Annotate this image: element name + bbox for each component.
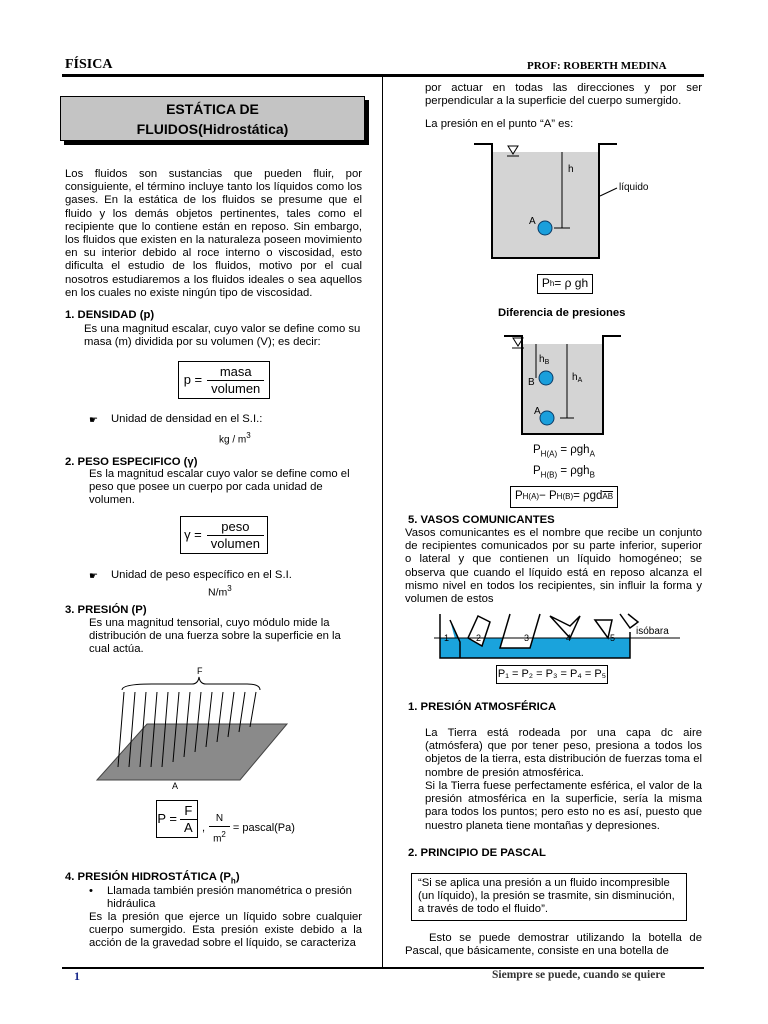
pascal-heading: 2. PRINCIPIO DE PASCAL bbox=[408, 847, 546, 859]
vessels-formula: P₁ = P₂ = P₃ = P₄ = P₅ bbox=[496, 665, 608, 684]
pascal-quote: “Si se aplica una presión a un fluido incompresible (un líquido), la presión se trasmite, sin disminución, a través de todo el fluido”. bbox=[411, 873, 687, 921]
intro-paragraph: Los fluidos son sustancias que pueden fluir, por consiguiente, el término incluye tanto los líquidos como los gases. En la estática de los fluidos se presume que el fluido y los demás objetos pertinentes, tales como el recipiente que lo contiene están en reposo. Sin embargo, los fluidos que existen en la naturaleza poseen movimiento en su interior debido al roce interno o viscosidad, esto dificulta el estudio de los fluidos, motivo por el cual nosotros estudiaremos a los fluidos ideales o sea aquellos en los cuales no existe ningún tipo de viscosidad. bbox=[65, 168, 362, 299]
density-text: Es una magnitud escalar, cuyo valor se define como su masa (m) dividida por su volumen (V); es decir: bbox=[84, 323, 361, 349]
isobar-label: isóbara bbox=[636, 626, 669, 637]
header-subject: FÍSICA bbox=[65, 57, 113, 72]
pressure-eq-a: $P_{H(A)} = \rho gh_A$ bbox=[533, 444, 595, 459]
density-unit-label: Unidad de densidad en el S.I.: bbox=[111, 413, 263, 425]
header-rule bbox=[62, 74, 704, 77]
liquid-pointer bbox=[600, 188, 617, 196]
vessel-4 bbox=[550, 616, 580, 638]
specific-weight-heading: 2. PESO ESPECIFICO (γ) bbox=[65, 456, 198, 468]
communicating-vessels-heading: 5. VASOS COMUNICANTES bbox=[408, 514, 555, 526]
pressure-heading: 3. PRESIÓN (P) bbox=[65, 604, 147, 616]
pressure-eq-b: $P_{H(B)} = \rho gh_B$ bbox=[533, 465, 595, 480]
pressure-fraction bbox=[180, 804, 197, 833]
pressure-formula bbox=[156, 800, 198, 838]
pressure-denominator: A bbox=[180, 819, 197, 834]
communicating-vessels-figure bbox=[430, 612, 690, 664]
force-label: F bbox=[197, 666, 203, 676]
svg-text:4: 4 bbox=[566, 633, 572, 643]
bullet-dot: • bbox=[89, 885, 93, 897]
ball-b bbox=[539, 371, 553, 385]
footer-motto: Siempre se puede, cuando se quiere bbox=[492, 969, 666, 981]
pressure-figure bbox=[92, 662, 292, 792]
title-box bbox=[60, 96, 365, 141]
ball-a bbox=[540, 411, 554, 425]
pressure-numerator: F bbox=[184, 803, 193, 819]
vessel-water bbox=[440, 638, 630, 658]
pointing-hand-icon: ☛ bbox=[89, 415, 98, 426]
pressure-difference-formula: P H(A) − P H(B) = ρgd $\overline{AB}$ bbox=[510, 486, 618, 508]
depth-hb: $h_B$ bbox=[539, 354, 550, 366]
pressure-units-sep: , bbox=[202, 822, 206, 835]
liquid-label: líquido bbox=[619, 182, 649, 193]
hydrostatic-bullet: Llamada también presión manométrica o presión hidráulica bbox=[107, 885, 352, 911]
specific-weight-formula bbox=[180, 516, 268, 554]
density-unit: kg / $m^3$ bbox=[219, 431, 251, 446]
surface-plane bbox=[97, 724, 287, 780]
hydrostatic-figure bbox=[474, 138, 654, 268]
svg-text:1: 1 bbox=[444, 633, 450, 643]
pressure-formula-lhs: P = bbox=[157, 811, 177, 827]
atmospheric-pressure-p1: La Tierra está rodeada por una capa dc aire (atmósfera) que por tener peso, presiona a todos los objetos de la tierra, esta distribución de fuerzas toma el nombre de presión atmosférica. bbox=[425, 727, 702, 779]
density-fraction bbox=[207, 365, 264, 394]
pressure-units-fraction bbox=[209, 812, 230, 846]
density-formula-lhs: p = bbox=[183, 372, 203, 388]
area-label: A bbox=[172, 781, 179, 791]
force-brace bbox=[122, 677, 260, 690]
atmospheric-pressure-p2: Si la Tierra fuese perfectamente esférica, el valor de la presión atmosférica en la superficie, sería la misma para todos los puntos; pero esto no es así, puesto que nuestro planeta tiene montañas y depresiones. bbox=[425, 780, 702, 832]
pressure-units-denominator: $m^2$ bbox=[209, 826, 230, 846]
specific-weight-fraction bbox=[207, 520, 264, 549]
specific-weight-unit-label: Unidad de peso específico en el S.I. bbox=[111, 569, 292, 581]
svg-text:2: 2 bbox=[476, 633, 482, 643]
hydrostatic-text-continued: por actuar en todas las direcciones y por ser perpendicular a la superficie del cuerpo sumergido. bbox=[425, 82, 702, 108]
pressure-text: Es una magnitud tensorial, cuyo módulo mide la distribución de una fuerza sobre la superficie en la cual actúa. bbox=[89, 617, 341, 656]
density-numerator: masa bbox=[219, 364, 252, 380]
submerged-ball bbox=[538, 221, 552, 235]
title-line1: ESTÁTICA DE bbox=[166, 101, 259, 117]
point-a: A bbox=[534, 406, 541, 417]
hydrostatic-heading: 4. PRESIÓN HIDROSTÁTICA $(P_h)$ bbox=[65, 871, 240, 886]
specific-weight-lhs: γ = bbox=[184, 527, 202, 543]
liquid-fill bbox=[492, 152, 599, 258]
specific-weight-text: Es la magnitud escalar cuyo valor se define como el peso que posee un cuerpo por cada unidad de volumen. bbox=[89, 468, 350, 507]
depth-label: h bbox=[568, 164, 574, 175]
page-number: 1 bbox=[74, 969, 80, 983]
pressure-units-numerator: N bbox=[215, 813, 224, 824]
specific-weight-numerator: peso bbox=[221, 519, 250, 535]
hydrostatic-formula: P h = ρ gh bbox=[537, 274, 593, 294]
liquid-fill bbox=[522, 344, 603, 434]
density-formula bbox=[178, 361, 270, 399]
pointing-hand-icon: ☛ bbox=[89, 571, 98, 582]
density-heading: 1. DENSIDAD (p) bbox=[65, 309, 155, 321]
pressure-difference-heading: Diferencia de presiones bbox=[498, 307, 626, 319]
specific-weight-denominator: volumen bbox=[207, 535, 264, 550]
pressure-difference-figure bbox=[504, 330, 624, 440]
pascal-text: Esto se puede demostrar utilizando la botella de Pascal, que básicamente, consiste en una botella de bbox=[405, 932, 702, 958]
hydrostatic-text: Es la presión que ejerce un líquido sobre cualquier cuerpo sumergido. Esta presión existe debido a la acción de la gravedad sobre el líquido, se caracteriza bbox=[89, 911, 362, 950]
title-line2: FLUIDOS(Hidrostática) bbox=[136, 121, 289, 137]
svg-text:5: 5 bbox=[610, 633, 616, 643]
point-b: B bbox=[528, 377, 535, 388]
pressure-units-rhs: = pascal(Pa) bbox=[232, 822, 295, 835]
svg-text:3: 3 bbox=[524, 633, 530, 643]
communicating-vessels-text: Vasos comunicantes es el nombre que recibe un conjunto de recipientes comunicados por su parte inferior, superior o lateral y que contienen un líquido homogéneo; se observa que cuando el líquido está en reposo alcanza el mismo nivel en todos los recipientes, sin influir la forma y volumen de estos bbox=[405, 527, 702, 606]
depth-ha: $h_A$ bbox=[572, 372, 583, 384]
point-a-label: La presión en el punto “A” es: bbox=[425, 118, 574, 130]
pressure-units bbox=[202, 812, 295, 846]
header-author: PROF: ROBERTH MEDINA bbox=[527, 60, 667, 72]
atmospheric-pressure-heading: 1. PRESIÓN ATMOSFÉRICA bbox=[408, 701, 557, 713]
column-separator bbox=[382, 77, 383, 967]
point-a: A bbox=[529, 216, 536, 227]
specific-weight-unit: $N/m^3$ bbox=[208, 584, 232, 599]
density-denominator: volumen bbox=[207, 380, 264, 395]
